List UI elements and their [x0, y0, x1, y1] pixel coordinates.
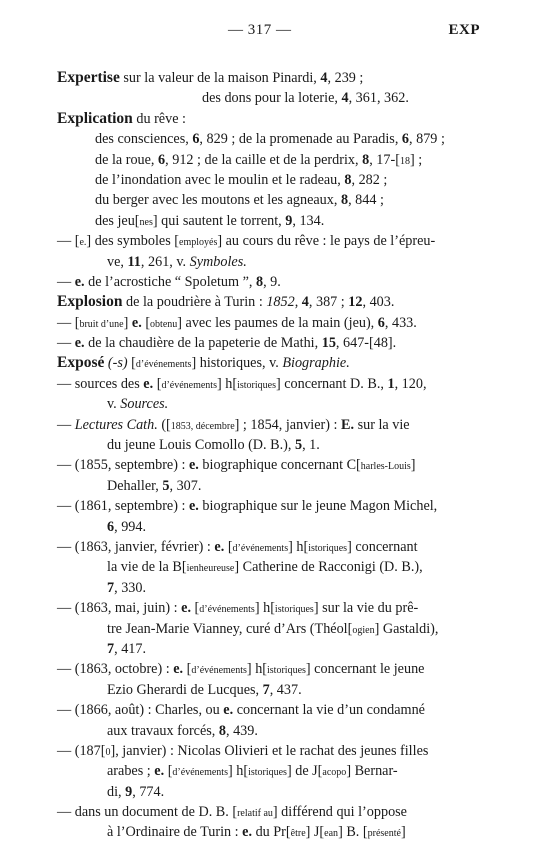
entry-text: ] J[ [305, 824, 325, 841]
entry-text: ] h[ [216, 375, 238, 392]
volume-number: 4 [341, 90, 349, 107]
volume-number: 7 [107, 640, 115, 657]
index-entry-expertise [57, 68, 467, 109]
volume-number: 8 [218, 722, 226, 739]
entry-text: — [ [57, 314, 80, 331]
index-entry-explication [57, 109, 467, 293]
volume-number: 15 [321, 335, 336, 352]
entry-text: ] concernant le jeune [305, 661, 425, 678]
small-caps-text: d’événements [199, 604, 255, 616]
volume-number: 9 [125, 783, 133, 800]
entry-headword: Explication [57, 109, 133, 127]
page-number: — 317 — [228, 22, 292, 38]
entry-line [57, 88, 467, 108]
small-caps-text: 18 [399, 155, 410, 167]
entry-text: ] ; 1854, janvier) : [234, 416, 342, 433]
volume-number: 6 [192, 131, 200, 148]
entry-text: ve, [107, 253, 128, 270]
entry-line [57, 211, 467, 231]
entry-line [57, 190, 467, 210]
entry-line [57, 252, 467, 272]
entry-text: — (1863, mai, juin) : [57, 600, 182, 617]
entry-line [57, 394, 467, 414]
entry-text: du Pr[ [252, 824, 291, 841]
entry-text: ] ; [409, 151, 423, 168]
entry-line [57, 415, 467, 435]
volume-number: 7 [262, 681, 270, 698]
volume-number: E. [341, 416, 355, 433]
entry-text: ] avec les paumes de la main (jeu), [177, 314, 378, 331]
entry-text: sur la vie [354, 416, 410, 433]
small-caps-text: d’événements [135, 359, 192, 371]
italic-text: Symboles. [189, 253, 247, 270]
small-caps-text: ean [324, 828, 339, 840]
entry-text: ([ [157, 416, 171, 433]
entry-line [57, 68, 467, 88]
entry-text: , 9. [263, 273, 281, 290]
volume-number: 9 [285, 212, 293, 229]
entry-text: biographique sur le jeune Magon Michel, [198, 498, 438, 515]
entry-text: , 17-[ [369, 151, 400, 168]
entry-line [57, 231, 467, 251]
volume-number: e. [214, 538, 225, 555]
entry-line [57, 272, 467, 292]
index-entry-explosion [57, 292, 467, 353]
small-caps-text: d’événements [191, 665, 247, 677]
volume-number: e. [189, 498, 199, 515]
entry-text: , 439. [225, 722, 258, 739]
entry-headword: Exposé [57, 354, 105, 372]
italic-text: (-s) [104, 355, 128, 372]
entry-text: du berger avec les moutons et les agneaux, [95, 192, 341, 209]
volume-number: e. [154, 763, 165, 780]
entry-text: , 417. [114, 640, 147, 657]
small-caps-text: être [290, 828, 306, 840]
entry-text: — (1863, octobre) : [57, 661, 174, 678]
entry-text: ] des symboles [ [86, 233, 180, 250]
entry-text: — [57, 416, 75, 433]
entry-text: , 844 ; [348, 192, 384, 209]
entry-text: des dons pour la loterie, [202, 90, 342, 107]
entry-text: , 282 ; [351, 171, 388, 188]
entry-line [57, 313, 467, 333]
entry-line [57, 598, 467, 618]
italic-text: Biographie. [282, 355, 350, 372]
entry-text: sur la valeur de la maison Pinardi, [119, 70, 321, 86]
entry-text: ] différend qui l’oppose [272, 804, 407, 821]
volume-number: 1 [387, 375, 395, 392]
volume-number: 5 [162, 477, 170, 494]
entry-text: — (1861, septembre) : [57, 498, 189, 515]
index-content [57, 68, 467, 843]
entry-line [57, 435, 467, 455]
small-caps-text: ogien [352, 624, 375, 636]
small-caps-text: nes [139, 216, 153, 228]
small-caps-text: ienheureuse [186, 563, 235, 575]
entry-text: ] sur la vie du prê- [313, 600, 419, 617]
page-header [0, 22, 546, 44]
entry-line [57, 680, 467, 700]
small-caps-text: d’événements [161, 379, 217, 391]
entry-text: [ [141, 314, 151, 331]
volume-number: e. [143, 375, 154, 392]
entry-text: , [294, 294, 302, 311]
entry-text: de l’acrostiche “ Spoletum ”, [84, 273, 256, 290]
entry-line [57, 517, 467, 537]
entry-line [57, 639, 467, 659]
entry-text: , 912 ; de la caille et de la perdrix, [165, 151, 363, 168]
volume-number: 8 [340, 192, 349, 209]
entry-text: di, [107, 783, 126, 800]
entry-text: , 120, [394, 375, 427, 392]
entry-line [57, 761, 467, 781]
small-caps-text: relatif au [237, 808, 273, 820]
entry-line [57, 170, 467, 190]
entry-text: de la chaudière de la papeterie de Mathi, [84, 335, 322, 352]
entry-text: ] historiques, v. [191, 355, 283, 372]
volume-number: e. [74, 273, 85, 290]
entry-text: ] au cours du rêve : le pays de l’épreu- [217, 233, 436, 250]
entry-text: tre Jean-Marie Vianney, curé d’Ars (Théol[ [107, 620, 353, 637]
entry-line [57, 129, 467, 149]
volume-number: 8 [255, 273, 264, 290]
entry-line [57, 700, 467, 720]
entry-text: ], janvier) : Nicolas Olivieri et le rachat des jeunes filles [110, 742, 429, 759]
entry-text: [ [164, 763, 173, 780]
volume-number: 6 [377, 314, 385, 331]
entry-line [57, 578, 467, 598]
entry-text: — [57, 273, 75, 290]
entry-line [57, 659, 467, 679]
small-caps-text: istoriques [308, 542, 348, 554]
entry-text: , 361, 362. [348, 90, 409, 107]
small-caps-text: istoriques [237, 379, 276, 391]
entry-text: la vie de la B[ [107, 559, 187, 576]
index-entry-expose [57, 353, 467, 842]
volume-number: 5 [294, 437, 303, 454]
volume-number: 8 [344, 171, 352, 188]
entry-text: des consciences, [95, 131, 193, 148]
entry-line [57, 333, 467, 353]
entry-text: — sources des [57, 375, 144, 392]
entry-text: à l’Ordinaire de Turin : [107, 824, 243, 841]
entry-text: ] B. [ [338, 824, 368, 841]
entry-headword: Explosion [57, 293, 123, 311]
small-caps-text: employés [179, 237, 218, 249]
entry-text: , 433. [384, 314, 417, 331]
entry-text: , 134. [292, 212, 325, 229]
entry-line [57, 455, 467, 475]
entry-text: aux travaux forcés, [107, 722, 219, 739]
volume-number: e. [181, 600, 191, 617]
volume-number: e. [189, 457, 199, 474]
entry-text: , 774. [132, 783, 165, 800]
entry-text: , 307. [169, 477, 202, 494]
entry-text: [ [224, 538, 233, 555]
volume-number: 6 [158, 151, 166, 168]
volume-number: e. [74, 335, 85, 352]
entry-line [57, 374, 467, 394]
entry-text: de l’inondation avec le moulin et le radeau, [95, 171, 345, 188]
small-caps-text: 0 [105, 746, 111, 758]
entry-text: du jeune Louis Comollo (D. B.), [107, 437, 295, 454]
entry-line [57, 741, 467, 761]
entry-text: ] [400, 824, 406, 841]
entry-text: , 261, v. [140, 253, 190, 270]
small-caps-text: présenté [367, 828, 401, 840]
entry-text: , 387 ; [308, 294, 349, 311]
entry-text: ] concernant D. B., [275, 375, 388, 392]
small-caps-text: e. [79, 237, 87, 249]
entry-text: [ [153, 375, 162, 392]
entry-text: ] Bernar- [346, 763, 398, 780]
entry-line [57, 537, 467, 557]
entry-text: — (187[ [57, 742, 106, 759]
entry-text: , 994. [114, 518, 147, 535]
volume-number: e. [173, 661, 184, 678]
volume-number: 4 [301, 294, 309, 311]
entry-text: , 239 ; [327, 70, 364, 86]
entry-text: biographique concernant C[ [198, 457, 361, 474]
entry-text: Ezio Gherardi de Lucques, [107, 681, 263, 698]
entry-text: — [57, 335, 75, 352]
entry-text: ] Gastaldi), [374, 620, 439, 637]
small-caps-text: bruit d’une [79, 318, 124, 330]
entry-text: , 403. [362, 294, 395, 311]
entry-text: — (1866, août) : Charles, ou [57, 702, 224, 719]
entry-line [57, 496, 467, 516]
volume-number: 6 [107, 518, 115, 535]
entry-text: ] concernant [347, 538, 418, 555]
volume-number: e. [223, 702, 234, 719]
volume-number: e. [131, 314, 142, 331]
entry-line [57, 802, 467, 822]
volume-number: 6 [401, 131, 410, 148]
volume-number: 11 [127, 253, 141, 270]
volume-number: 7 [107, 579, 115, 596]
entry-line [57, 782, 467, 802]
entry-text: , 829 ; de la promenade au Paradis, [199, 131, 402, 148]
entry-text: , 879 ; [409, 131, 445, 148]
italic-text: Sources. [120, 396, 169, 413]
small-caps-text: istoriques [274, 604, 314, 616]
entry-text: de la roue, [95, 151, 159, 168]
entry-text: , 1. [302, 437, 320, 454]
entry-text: [ [191, 600, 200, 617]
entry-text: Dehaller, [107, 477, 163, 494]
small-caps-text: acopo [322, 767, 347, 779]
entry-text: arabes ; [107, 763, 155, 780]
small-caps-text: istoriques [267, 665, 306, 677]
entry-text: ] h[ [254, 600, 275, 617]
small-caps-text: 1853, décembre [170, 420, 235, 432]
entry-headword: Expertise [57, 69, 120, 86]
entry-text: , 647-[48]. [335, 335, 397, 352]
entry-text: ] h[ [288, 538, 309, 555]
entry-text: ] h[ [227, 763, 249, 780]
entry-line [57, 476, 467, 496]
volume-number: e. [242, 824, 253, 841]
running-head: EXP [448, 22, 480, 38]
entry-line [57, 150, 467, 170]
entry-text: — [ [57, 233, 80, 250]
italic-text: 1852 [266, 294, 295, 311]
entry-line [57, 619, 467, 639]
small-caps-text: d’événements [172, 767, 228, 779]
entry-text: [ [127, 355, 136, 372]
entry-line [57, 292, 467, 312]
volume-number: 4 [320, 70, 328, 86]
entry-text: ] [123, 314, 132, 331]
entry-line [57, 109, 467, 129]
entry-line [57, 557, 467, 577]
entry-text: — (1863, janvier, février) : [57, 538, 215, 555]
small-caps-text: d’événements [232, 542, 289, 554]
entry-text: , 437. [269, 681, 302, 698]
entry-line [57, 353, 467, 373]
italic-text: Lectures Cath. [74, 416, 158, 433]
volume-number: 8 [362, 151, 370, 168]
entry-text: des jeu[ [95, 212, 140, 229]
small-caps-text: istoriques [248, 767, 287, 779]
entry-text: [ [183, 661, 192, 678]
entry-text: ] de J[ [286, 763, 323, 780]
volume-number: 12 [348, 294, 363, 311]
entry-text: ] Catherine de Racconigi (D. B.), [234, 559, 423, 576]
small-caps-text: obtenu [150, 318, 178, 330]
entry-text: de la poudrière à Turin : [122, 294, 267, 311]
entry-text: ] [410, 457, 416, 474]
entry-line [57, 822, 467, 842]
entry-text: concernant la vie d’un condamné [233, 702, 425, 719]
entry-text: ] qui sautent le torrent, [152, 212, 286, 229]
entry-text: , 330. [114, 579, 147, 596]
entry-text: du rêve : [132, 110, 186, 127]
entry-line [57, 721, 467, 741]
entry-text: ] h[ [246, 661, 268, 678]
small-caps-text: harles-Louis [360, 461, 411, 473]
entry-text: — dans un document de D. B. [ [57, 804, 238, 821]
entry-text: v. [107, 396, 121, 413]
entry-text: — (1855, septembre) : [57, 457, 189, 474]
